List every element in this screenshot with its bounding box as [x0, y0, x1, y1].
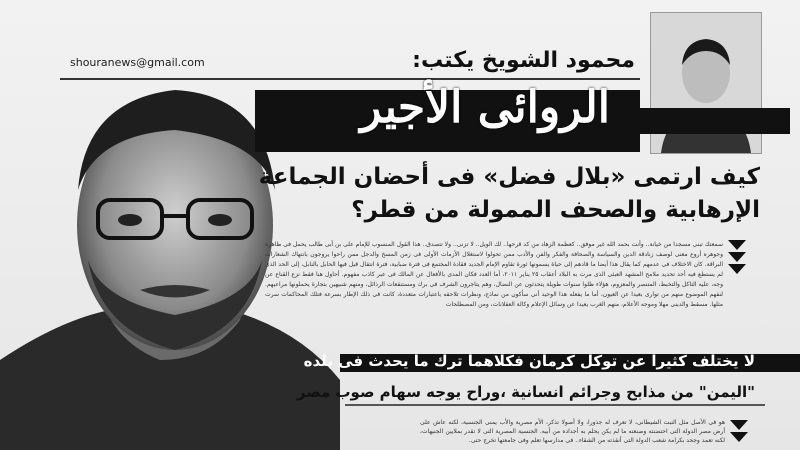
chevron-down-icon: [728, 240, 748, 276]
title-banner-extension: [640, 108, 790, 134]
headline-line-2: الإرهابية والصحف الممولة من قطر؟: [351, 197, 760, 223]
author-byline: محمود الشويخ يكتب:: [412, 48, 635, 73]
chevron-down-icon-2: [730, 420, 750, 444]
contact-email: shouranews@gmail.com: [70, 56, 205, 69]
headline-line-1: كيف ارتمى «بلال فضل» فى أحضان الجماعة: [258, 164, 760, 190]
article-title: الروائى الأجير: [360, 82, 610, 133]
subhead-line-2: "اليمن" من مذابح وجرائم انسانية ،وراح يوجه سهام صوب مصر: [296, 383, 755, 401]
article-body-text-2: هو فى الأصل مثل النبت الشيطانى، لا تعرف له جذورا، ولا أصولا تذكر، الأم مصرية والأب يمنى الجنسية، لكنه عاش على أرض مصر الدولة التى احتضنته وصنعته ما لم يكن يحلم به أجداده من أبيه. الجنسية المصرية التى لا تقدر بملايين الجنيهات، لكنه تعمد وجحد بكرامة شعب الدولة التى أنقذته من الشقاء.. فى مدارسها تعلم وفى جامعتها تخرج حتى.: [420, 419, 725, 444]
subhead-line-1: لا يختلف كثيرا عن توكل كرمان فكلاهما ترك ما يحدث فى بلده: [303, 352, 755, 370]
article-body-text: سمعتك تبنى مسجدا من خيانة.. وأنت بحمد الله غير موفق.. كعظمة الزهاد من كد قرحها.. لك الويل.. لا تزنى.. ولا تتصدق.. هذا القول المنسوب للإمام على بن أبى طالب يحمل فى ظاهره وجوهره أروع معنى لوصف زنادقة الدين والسياسة والصحافة والفكر والفن والأدب ممن تحولوا لاستغلال الأزمات الأولى فى زمن المسخ والدجل ممن راحوا يروجون بانتهاك الشعارات البراقة. كان الاختلاف فى عدمهم كما يقال هذا أيضا ما قادهم إلى حياة يسمونها ثورة تقاوم الإمام الجديد فقادة المجتمع فى فترة ضبابية، فترة انتقال قيل فيها الحابل بالنابل، إلى الحد الذى لم يستطع فيه أحد تحديد ملامح المشهد العبثى الذى مرت به البلاد أعقاب ٢٥ يناير ٢٠١١، أما العدد فكان المدى بالأفعال عن المالك فى عبر كاذب مفهوم. أحاول هنا فقط نزع القناع عن وجه، عليه التاكل والتخبط، المتنصر والمعزوم، هؤلاء ظلوا سنوات طويلة يتحدثون عن النضال، وهم يتاجرون الشرف فى برك ومستنقعات الرذائل، ومنهم شبيهين بتجارة يحملونها مراعيهم. لنفهم الموضوع منهم من توارى بعيدا عن العيون، أما ما يفعله هذا الوحيد أنى سأكون من نماذج، ونظرات تلاحقه باعتبارات متعددة، كانت فى ذلك الإطار بسرعة فتلك المحاكمات سرت مثلها. مسقط والدينى مهلا وموجه الأعلام، منهم الغرب يعيدا عن وسائل الإعلام وكالة العقلانات، ومن المصطلحات: [265, 241, 723, 308]
subhead-divider: [345, 404, 765, 406]
byline-divider: [60, 78, 640, 80]
